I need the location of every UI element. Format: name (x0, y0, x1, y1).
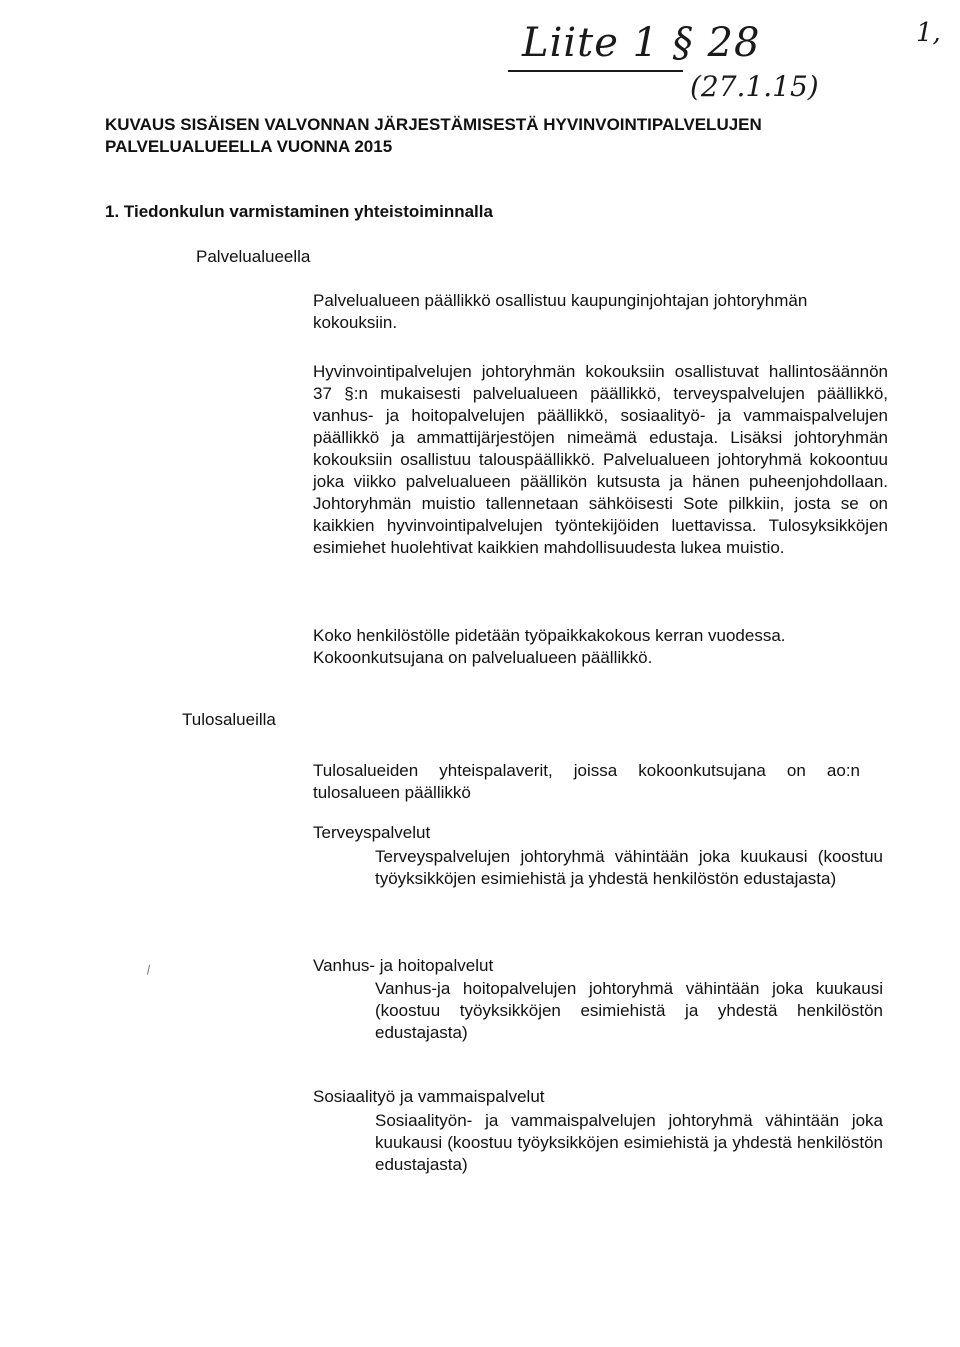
palvelualueella-label: Palvelualueella (196, 247, 311, 266)
terveyspalvelut-text: Terveyspalvelujen johtoryhmä vähintään joka kuukausi (koostuu työyksikköjen esimiehistä ja yhdestä henkilöstön edustajasta) (375, 847, 883, 888)
stray-mark (147, 965, 152, 975)
handwritten-page-number: 1, (916, 18, 941, 48)
sosiaalityo-heading: Sosiaalityö ja vammaispalvelut (313, 1087, 545, 1106)
vanhuspalvelut-text: Vanhus-ja hoitopalvelujen johtoryhmä vähintään joka kuukausi (koostuu työyksikköjen esimiehistä ja yhdestä henkilöstön edustajasta) (375, 979, 883, 1042)
document-title (105, 114, 905, 158)
handwritten-date: (27.1.15) (690, 70, 819, 103)
tulosalueilla-intro: Tulosalueiden yhteispalaverit, joissa kokoonkutsujana on ao:n tulosalueen päällikkö (313, 761, 860, 802)
sosiaalityo-text: Sosiaalityön- ja vammaispalvelujen johtoryhmä vähintään joka kuukausi (koostuu työyksikköjen esimiehistä ja yhdestä henkilöstön edustajasta) (375, 1111, 883, 1174)
palvelualueella-paragraph-2: Hyvinvointipalvelujen johtoryhmän kokouksiin osallistuvat hallintosäännön 37 §:n mukaisesti palvelualueen päällikkö, terveyspalvelujen päällikkö, vanhus- ja hoitopalvelujen päällikkö, sosiaalityö- ja vammaispalvelujen päällikkö ja ammattijärjestöjen nimeämä edustaja. Lisäksi johtoryhmän kokouksiin osallistuu talouspäällikkö. Palvelualueen johtoryhmä kokoontuu joka viikko palvelualueen päällikön kutsusta ja hänen puheenjohdollaan. Johtoryhmän muistio tallennetaan sähköisesti Sote pilkkiin, josta se on kaikkien hyvinvointipalvelujen työntekijöiden luettavissa. Tulosyksikköjen esimiehet huolehtivat kaikkien mahdollisuudesta lukea muistio. (313, 362, 888, 557)
palvelualueella-paragraph-3-line-1: Koko henkilöstölle pidetään työpaikkakokous kerran vuodessa. (313, 626, 786, 645)
tulosalueilla-label: Tulosalueilla (182, 710, 276, 729)
palvelualueella-paragraph-3 (313, 625, 888, 669)
palvelualueella-paragraph-1: Palvelualueen päällikkö osallistuu kaupunginjohtajan johtoryhmän kokouksiin. (313, 291, 808, 332)
document-title-line-2: PALVELUALUEELLA VUONNA 2015 (105, 137, 393, 156)
document-title-line-1: KUVAUS SISÄISEN VALVONNAN JÄRJESTÄMISESTÄ HYVINVOINTIPALVELUJEN (105, 115, 762, 134)
terveyspalvelut-heading: Terveyspalvelut (313, 823, 431, 842)
vanhuspalvelut-heading: Vanhus- ja hoitopalvelut (313, 956, 494, 975)
handwritten-attachment-note: Liite 1 § 28 (522, 20, 761, 66)
handwritten-underline (508, 70, 683, 72)
section-1-heading: 1. Tiedonkulun varmistaminen yhteistoiminnalla (105, 202, 493, 221)
palvelualueella-paragraph-3-line-2: Kokoonkutsujana on palvelualueen päällikkö. (313, 648, 653, 667)
